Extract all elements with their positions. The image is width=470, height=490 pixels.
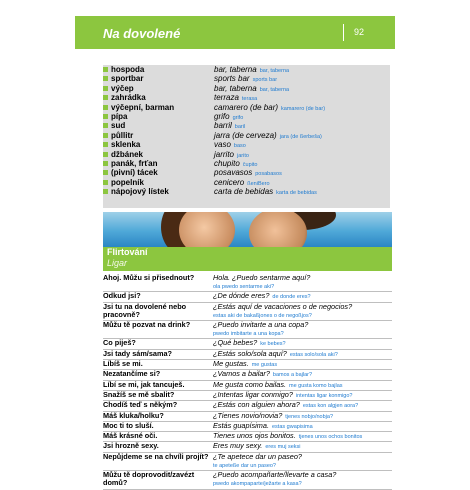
phrase-pronunciation: de donde eres?	[272, 294, 311, 301]
phrase-pronunciation: me gusta komo bajlas	[289, 382, 343, 389]
vocab-pronunciation: bar, taberna	[259, 86, 290, 93]
vocab-czech: pípa	[111, 111, 128, 121]
vocab-spanish-text: cenicero	[214, 177, 245, 187]
phrase-spanish	[213, 401, 391, 410]
phrase-row	[103, 303, 392, 321]
vocab-pronunciation: bar, taberna	[259, 68, 290, 74]
vocab-czech: džbánek	[111, 149, 144, 159]
phrase-spanish	[213, 321, 391, 339]
phrase-spanish-text: Eres muy sexy.	[213, 441, 263, 451]
vocab-pronunciation: čupito	[242, 161, 258, 168]
phrase-pronunciation: tjenes unos ochos bonitos	[298, 434, 363, 441]
phrase-czech: Chodíš teď s někým?	[103, 400, 178, 410]
phrase-spanish	[213, 381, 391, 390]
vocab-pronunciation: grifo	[232, 114, 244, 121]
vocab-czech: hospoda	[111, 65, 145, 74]
vocab-spanish-text: terraza	[214, 93, 239, 103]
phrasebook-page	[75, 16, 395, 488]
vocab-czech: půllitr	[111, 130, 134, 140]
phrase-czech: Máš krásné oči.	[103, 431, 158, 441]
phrase-spanish-text: Tienes unos ojos bonitos.	[213, 431, 296, 441]
phrase-pronunciation: estas solo/sola aki?	[289, 351, 338, 358]
phrase-spanish-text: ¿Te apetece dar un paseo?	[213, 451, 302, 461]
phrase-spanish-text: ¿Estás aquí de vacaciones o de negocios?	[213, 301, 353, 311]
vocab-spanish	[214, 187, 317, 198]
vocab-spanish-text: bar, taberna	[214, 65, 257, 74]
phrase-spanish	[213, 350, 391, 359]
vocab-pronunciation: karta de bebidas	[276, 190, 317, 197]
vocab-row	[103, 187, 390, 196]
phrase-pronunciation: estas aki de bakaßjones o de negoßjos?	[213, 312, 312, 319]
phrase-spanish	[213, 292, 391, 301]
vocab-row	[103, 168, 390, 177]
vocab-row	[103, 159, 390, 168]
vocab-czech: sklenka	[111, 140, 141, 150]
vocab-spanish-text: vaso	[214, 140, 231, 150]
vocab-czech: nápojový lístek	[111, 187, 169, 197]
phrase-pronunciation: estas gwapisima	[271, 423, 313, 430]
phrase-spanish	[213, 339, 391, 348]
vocab-pronunciation: jarito	[237, 152, 249, 159]
phrase-row	[103, 274, 392, 292]
phrase-czech: Můžu tě pozvat na drink?	[103, 320, 191, 330]
vocab-czech: výčepní, barman	[111, 102, 175, 112]
vocab-pronunciation: baso	[233, 143, 246, 150]
phrase-czech: Jsi tady sám/sama?	[103, 348, 172, 358]
phrase-spanish-text: ¿Intentas ligar conmigo?	[213, 389, 293, 399]
vocab-row	[103, 112, 390, 121]
phrase-spanish	[213, 442, 391, 451]
vocab-spanish-text: barril	[214, 121, 232, 131]
phrase-spanish-text: ¿Tienes novio/novia?	[213, 410, 283, 420]
phrase-czech: Můžu tě doprovodit/zavézt domů?	[103, 470, 195, 488]
phrase-czech: Jsi tu na dovolené nebo pracovně?	[103, 301, 187, 319]
vocab-pronunciation: baril	[234, 124, 246, 131]
section-heading	[103, 247, 392, 271]
phrase-czech: Ahoj. Můžu si přisednout?	[103, 273, 195, 282]
phrase-pronunciation: te apeteße dar un paseo?	[213, 463, 276, 470]
vocab-czech: panák, frťan	[111, 158, 158, 168]
couple-photo	[103, 212, 392, 247]
vocab-pronunciation: kamarero (de bar)	[281, 105, 326, 112]
phrase-pronunciation: pwedo imbitarte a una kopa?	[213, 331, 284, 338]
vocab-spanish-text: grifo	[214, 111, 230, 121]
section-title-czech: Flirtování	[107, 247, 148, 257]
vocab-czech: popelník	[111, 177, 144, 187]
vocab-pronunciation: posabasos	[255, 171, 282, 178]
phrase-czech: Nepůjdeme se na chvíli projít?	[103, 451, 209, 461]
vocab-spanish-text: bar, taberna	[214, 83, 257, 93]
vocab-czech: sud	[111, 121, 126, 131]
phrase-spanish	[213, 453, 391, 471]
phrase-spanish-text: ¿Estás con alguien ahora?	[213, 400, 300, 410]
vocab-czech: výčep	[111, 83, 134, 93]
vocab-row	[103, 150, 390, 159]
vocab-row	[103, 93, 390, 102]
vocab-row	[103, 84, 390, 93]
phrase-spanish-text: ¿Puedo invitarte a una copa?	[213, 320, 309, 330]
phrase-spanish-text: Hola. ¿Puedo sentarme aquí?	[213, 273, 311, 282]
phrase-czech: Snažíš se mě sbalit?	[103, 389, 175, 399]
page-header	[75, 16, 395, 49]
photo-woman-face	[179, 212, 235, 247]
phrase-spanish-text: Estás guapísima.	[213, 420, 269, 430]
vocab-row	[103, 74, 390, 83]
page-title: Na dovolené	[103, 26, 181, 41]
phrase-spanish-text: ¿De dónde eres?	[213, 291, 270, 301]
phrase-pronunciation: pwedo akompaparte/ježarte a kasa?	[213, 481, 302, 488]
phrase-spanish	[213, 391, 391, 400]
phrase-pronunciation: tjenes nobjo/nobja?	[285, 413, 334, 420]
vocab-spanish-text: jarrito	[214, 149, 235, 159]
phrase-row	[103, 471, 392, 489]
vocab-pronunciation: ßeniBero	[247, 180, 270, 187]
vocab-pronunciation: terasa	[241, 96, 258, 103]
phrase-spanish	[213, 422, 391, 431]
photo-man-face	[249, 212, 307, 247]
phrases-table	[103, 274, 392, 490]
vocab-row	[103, 65, 390, 74]
vocab-czech: (pivní) tácek	[111, 168, 158, 178]
phrase-czech: Máš kluka/holku?	[103, 410, 164, 420]
phrase-pronunciation: ke bebes?	[260, 341, 286, 348]
phrase-spanish-text: ¿Vamos a bailar?	[213, 369, 270, 379]
phrase-pronunciation: intentas ligar konmigo?	[295, 392, 353, 399]
phrase-spanish-text: ¿Puedo acompañarte/llevarte a casa?	[213, 470, 337, 480]
phrase-czech: Co piješ?	[103, 338, 136, 348]
vocab-spanish-text: jarra (de cerveza)	[214, 130, 277, 140]
vocab-row	[103, 140, 390, 149]
vocab-spanish-text: chupito	[214, 158, 240, 168]
phrase-czech: Moc ti to sluší.	[103, 420, 154, 430]
vocab-czech: sportbar	[111, 74, 144, 84]
phrase-pronunciation: me gustas	[251, 362, 278, 369]
phrase-spanish	[213, 432, 391, 441]
phrase-czech: Nezatančíme si?	[103, 369, 161, 379]
phrase-row	[103, 321, 392, 339]
vocab-row	[103, 103, 390, 112]
vocab-row	[103, 121, 390, 130]
vocab-pronunciation: jara (de ßerbeša)	[279, 133, 322, 140]
vocabulary-table	[103, 65, 390, 208]
phrase-pronunciation: ola pwedo sentarme aki?	[213, 284, 275, 291]
vocab-pronunciation: sports bar	[252, 77, 278, 84]
header-divider	[343, 24, 344, 41]
phrase-spanish-text: Me gustas.	[213, 359, 249, 369]
vocab-spanish-text: carta de bebidas	[214, 187, 274, 197]
phrase-spanish	[213, 412, 391, 421]
vocab-row	[103, 178, 390, 187]
phrase-spanish	[213, 360, 391, 369]
vocab-spanish-text: camarero (de bar)	[214, 102, 279, 112]
phrase-spanish	[213, 274, 391, 292]
phrase-czech: Odkud jsi?	[103, 291, 141, 301]
phrase-spanish-text: Me gusta como bailas.	[213, 379, 287, 389]
vocab-spanish-text: posavasos	[214, 168, 253, 178]
section-title-spanish: Ligar	[107, 258, 128, 268]
phrase-spanish-text: ¿Qué bebes?	[213, 338, 258, 348]
phrase-pronunciation: estas kon algjen aora?	[302, 403, 359, 410]
phrase-czech: Líbíš se mi.	[103, 359, 143, 369]
vocab-row	[103, 131, 390, 140]
phrase-row	[103, 453, 392, 471]
phrase-spanish	[213, 471, 391, 489]
phrase-pronunciation: bamos a bajlar?	[272, 372, 313, 379]
phrase-spanish-text: ¿Estás solo/sola aquí?	[213, 348, 287, 358]
page-number: 92	[354, 27, 365, 37]
phrase-czech: Líbí se mi, jak tancuješ.	[103, 379, 185, 389]
vocab-spanish-text: sports bar	[214, 74, 250, 84]
phrase-spanish	[213, 303, 391, 321]
phrase-czech: Jsi hrozně sexy.	[103, 441, 159, 451]
vocab-czech: zahrádka	[111, 93, 146, 103]
phrase-pronunciation: eres muj seksi	[265, 444, 301, 451]
phrase-spanish	[213, 370, 391, 379]
